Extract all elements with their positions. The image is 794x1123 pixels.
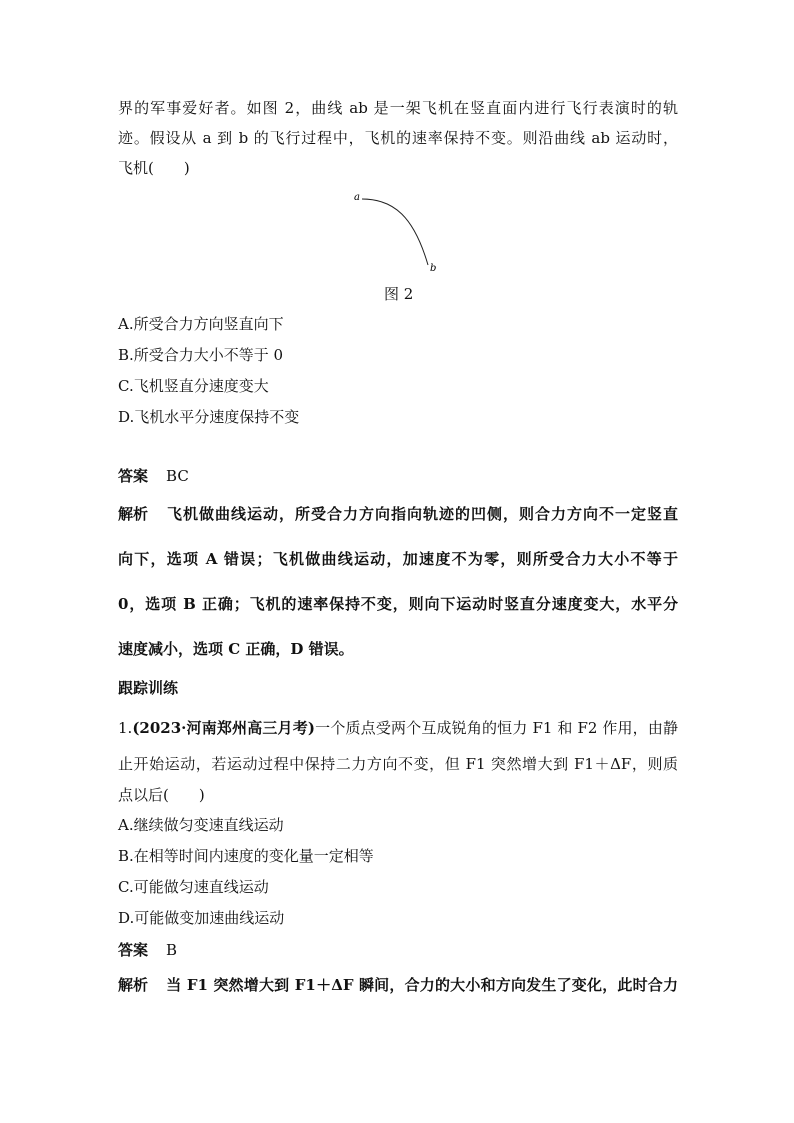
question-number: 1. — [118, 719, 133, 737]
answer-1 — [118, 466, 189, 486]
section-title: 跟踪训练 — [118, 679, 179, 697]
option2-b: B.在相等时间内速度的变化量一定相等 — [118, 847, 374, 865]
question-intro-line-1: 界的军事爱好者。如图 2，曲线 ab 是一架飞机在竖直面内进行飞行表演时的轨 — [118, 99, 678, 117]
analysis-label: 解析 — [118, 505, 149, 523]
figure-caption: 图 2 — [384, 285, 414, 303]
question-2-line-3: 点以后( ) — [118, 786, 205, 804]
option-b: B.所受合力大小不等于 0 — [118, 346, 284, 364]
option-c: C.飞机竖直分速度变大 — [118, 377, 269, 395]
option2-a: A.继续做匀变速直线运动 — [118, 816, 284, 834]
analysis-1-line-3: 0，选项 B 正确；飞机的速率保持不变，则向下运动时竖直分速度变大，水平分 — [118, 595, 678, 613]
analysis-2-line-1 — [118, 975, 678, 995]
question-source: (2023·河南郑州高三月考) — [132, 719, 315, 737]
curve-ab — [362, 199, 428, 265]
trajectory-figure — [354, 187, 444, 273]
analysis-text: 当 F1 突然增大到 F1＋ΔF 瞬间，合力的大小和方向发生了变化，此时合力 — [166, 976, 678, 994]
point-a-label: a — [354, 192, 360, 203]
option2-d: D.可能做变加速曲线运动 — [118, 909, 285, 927]
option-d: D.飞机水平分速度保持不变 — [118, 408, 300, 426]
question-text: 一个质点受两个互成锐角的恒力 F1 和 F2 作用，由静 — [315, 719, 678, 737]
analysis-label: 解析 — [118, 976, 149, 994]
option2-c: C.可能做匀速直线运动 — [118, 878, 269, 896]
answer-label: 答案 — [118, 467, 149, 485]
analysis-1-line-1 — [118, 504, 678, 524]
analysis-1-line-4: 速度减小，选项 C 正确，D 错误。 — [118, 640, 354, 658]
analysis-1-line-2: 向下，选项 A 错误；飞机做曲线运动，加速度不为零，则所受合力大小不等于 — [118, 550, 678, 568]
answer-value: B — [166, 941, 178, 959]
point-b-label: b — [430, 263, 437, 273]
analysis-text: 飞机做曲线运动，所受合力方向指向轨迹的凹侧，则合力方向不一定竖直 — [166, 505, 678, 523]
question-2-line-1 — [118, 718, 678, 738]
question-2-line-2: 止开始运动，若运动过程中保持二力方向不变，但 F1 突然增大到 F1＋ΔF，则质 — [118, 755, 678, 773]
option-a: A.所受合力方向竖直向下 — [118, 315, 284, 333]
answer-2 — [118, 940, 177, 960]
question-intro-line-3: 飞机( ) — [118, 159, 190, 177]
question-intro-line-2: 迹。假设从 a 到 b 的飞行过程中，飞机的速率保持不变。则沿曲线 ab 运动时， — [118, 129, 678, 147]
answer-label: 答案 — [118, 941, 149, 959]
answer-value: BC — [166, 467, 189, 485]
